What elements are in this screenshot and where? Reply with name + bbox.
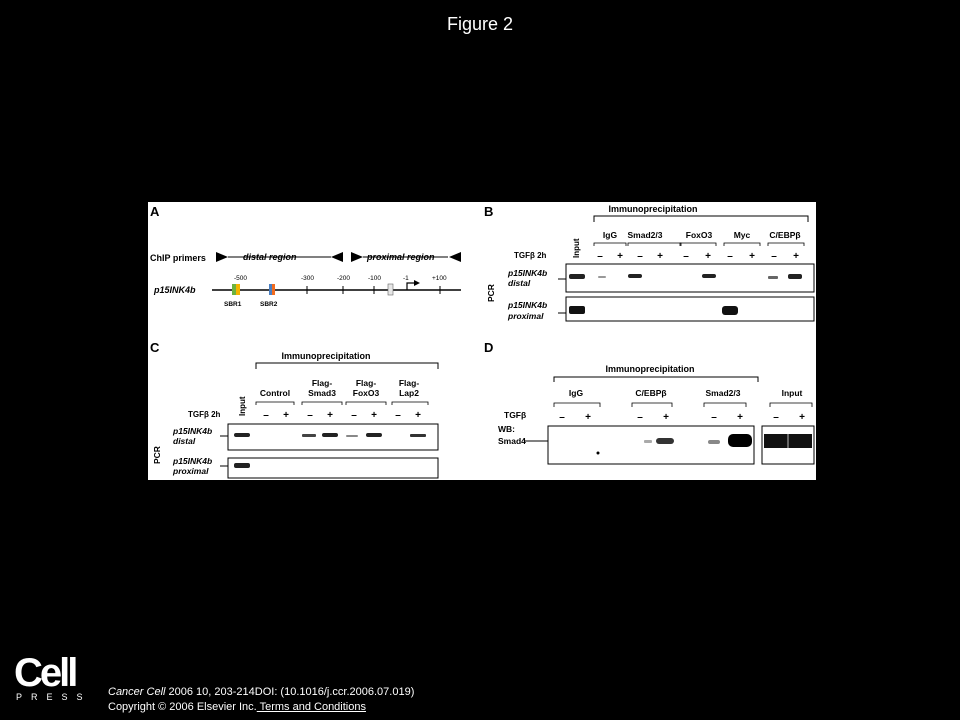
svg-text:proximal: proximal <box>173 466 209 476</box>
tick-label: -1 <box>403 275 409 282</box>
chip-primers-label: ChIP primers <box>150 253 206 263</box>
panel-b-group-myc: Myc <box>733 230 751 240</box>
svg-text:–: – <box>683 251 689 262</box>
tick-label: -100 <box>368 275 382 282</box>
svg-text:–: – <box>637 251 643 262</box>
svg-text:+: + <box>793 251 799 262</box>
panel-b-tgf-label: TGFβ 2h <box>514 251 547 260</box>
svg-text:Lap2: Lap2 <box>399 388 419 398</box>
panel-d-ip-header: Immunoprecipitation <box>605 364 695 374</box>
panel-b-letter: B <box>484 204 494 219</box>
svg-text:Flag-: Flag- <box>398 378 420 388</box>
svg-text:Smad3: Smad3 <box>308 388 336 398</box>
svg-text:p15INK4b: p15INK4b <box>508 300 548 310</box>
panel-b-pcr-label: PCR <box>486 284 496 302</box>
sbr2-label: SBR2 <box>260 301 278 308</box>
svg-text:–: – <box>559 412 565 423</box>
panel-b-group-cebpb: C/EBPβ <box>769 230 801 240</box>
panel-d-blot-ip <box>548 426 754 464</box>
svg-text:–: – <box>263 410 269 421</box>
panel-b-input-label: Input <box>572 238 581 258</box>
citation-details: 2006 10, 203-214DOI: (10.1016/j.ccr.2006.07.019) <box>165 686 415 698</box>
svg-text:IgG: IgG <box>568 388 584 398</box>
panel-c-input-label: Input <box>238 396 247 416</box>
logo-press: PRESS <box>16 692 92 702</box>
svg-text:+: + <box>657 251 663 262</box>
figure-image <box>148 202 816 480</box>
svg-text:p15INK4b: p15INK4b <box>173 456 213 466</box>
panel-c-letter: C <box>150 340 160 355</box>
svg-text:+: + <box>617 251 623 262</box>
panel-b-gel-proximal <box>566 297 814 321</box>
smad4-label: Smad4 <box>498 436 526 446</box>
panel-d-letter: D <box>484 340 494 355</box>
panel-c-ip-header: Immunoprecipitation <box>281 351 371 361</box>
svg-text:–: – <box>351 410 357 421</box>
distal-region-label: distal region <box>243 252 297 262</box>
panel-c-gel-proximal <box>228 458 438 478</box>
svg-text:+: + <box>585 412 591 423</box>
sbr2-box <box>269 284 272 295</box>
svg-text:+: + <box>283 410 289 421</box>
svg-text:–: – <box>307 410 313 421</box>
citation <box>108 685 414 715</box>
svg-text:p15INK4b: p15INK4b <box>508 268 548 278</box>
panel-b <box>484 204 814 321</box>
panel-d-tgf-label: TGFβ <box>504 410 527 420</box>
terms-link[interactable]: Terms and Conditions <box>256 701 366 713</box>
svg-text:FoxO3: FoxO3 <box>352 388 380 398</box>
panel-b-group-foxo3: FoxO3 <box>685 230 713 240</box>
svg-text:+: + <box>799 412 805 423</box>
svg-text:–: – <box>773 412 779 423</box>
svg-text:Input: Input <box>781 388 803 398</box>
tick-label: -300 <box>301 275 315 282</box>
panel-b-ip-header: Immunoprecipitation <box>608 204 698 214</box>
figure-title: Figure 2 <box>446 14 514 34</box>
sbr1-box <box>232 284 236 295</box>
svg-text:Control: Control <box>259 388 291 398</box>
panel-b-group-smad23: Smad2/3 <box>627 230 663 240</box>
svg-text:+: + <box>737 412 743 423</box>
copyright-text: Copyright © 2006 Elsevier Inc. <box>108 701 257 713</box>
svg-text:–: – <box>771 251 777 262</box>
svg-text:WB:: WB: <box>498 424 515 434</box>
cell-press-logo <box>14 651 92 705</box>
svg-text:–: – <box>711 412 717 423</box>
svg-text:+: + <box>371 410 377 421</box>
svg-text:+: + <box>415 410 421 421</box>
panel-d <box>484 340 814 464</box>
svg-text:Flag-: Flag- <box>311 378 333 388</box>
svg-text:–: – <box>727 251 733 262</box>
tick-label: +100 <box>432 275 447 282</box>
svg-text:Smad2/3: Smad2/3 <box>705 388 741 398</box>
svg-text:C/EBPβ: C/EBPβ <box>635 388 667 398</box>
citation-journal: Cancer Cell <box>108 686 166 698</box>
svg-text:–: – <box>597 251 603 262</box>
sbr1-label: SBR1 <box>224 301 242 308</box>
panel-b-group-igg: IgG <box>602 230 618 240</box>
svg-text:distal: distal <box>173 436 196 446</box>
svg-text:distal: distal <box>508 278 531 288</box>
gene-label: p15INK4b <box>154 285 196 295</box>
svg-text:–: – <box>395 410 401 421</box>
panel-c-tgf-label: TGFβ 2h <box>188 410 221 419</box>
logo-word: Cell <box>14 651 76 695</box>
svg-text:+: + <box>749 251 755 262</box>
proximal-region-label: proximal region <box>367 252 435 262</box>
panel-c <box>150 340 438 478</box>
svg-text:+: + <box>327 410 333 421</box>
svg-text:p15INK4b: p15INK4b <box>173 426 213 436</box>
panel-c-pcr-label: PCR <box>152 446 162 464</box>
tick-label: -200 <box>337 275 351 282</box>
svg-text:+: + <box>705 251 711 262</box>
svg-text:+: + <box>663 412 669 423</box>
panel-a <box>150 204 461 308</box>
tick-label: -500 <box>234 275 248 282</box>
svg-text:proximal: proximal <box>508 311 544 321</box>
panel-a-letter: A <box>150 204 160 219</box>
svg-text:–: – <box>637 412 643 423</box>
svg-text:Flag-: Flag- <box>355 378 377 388</box>
